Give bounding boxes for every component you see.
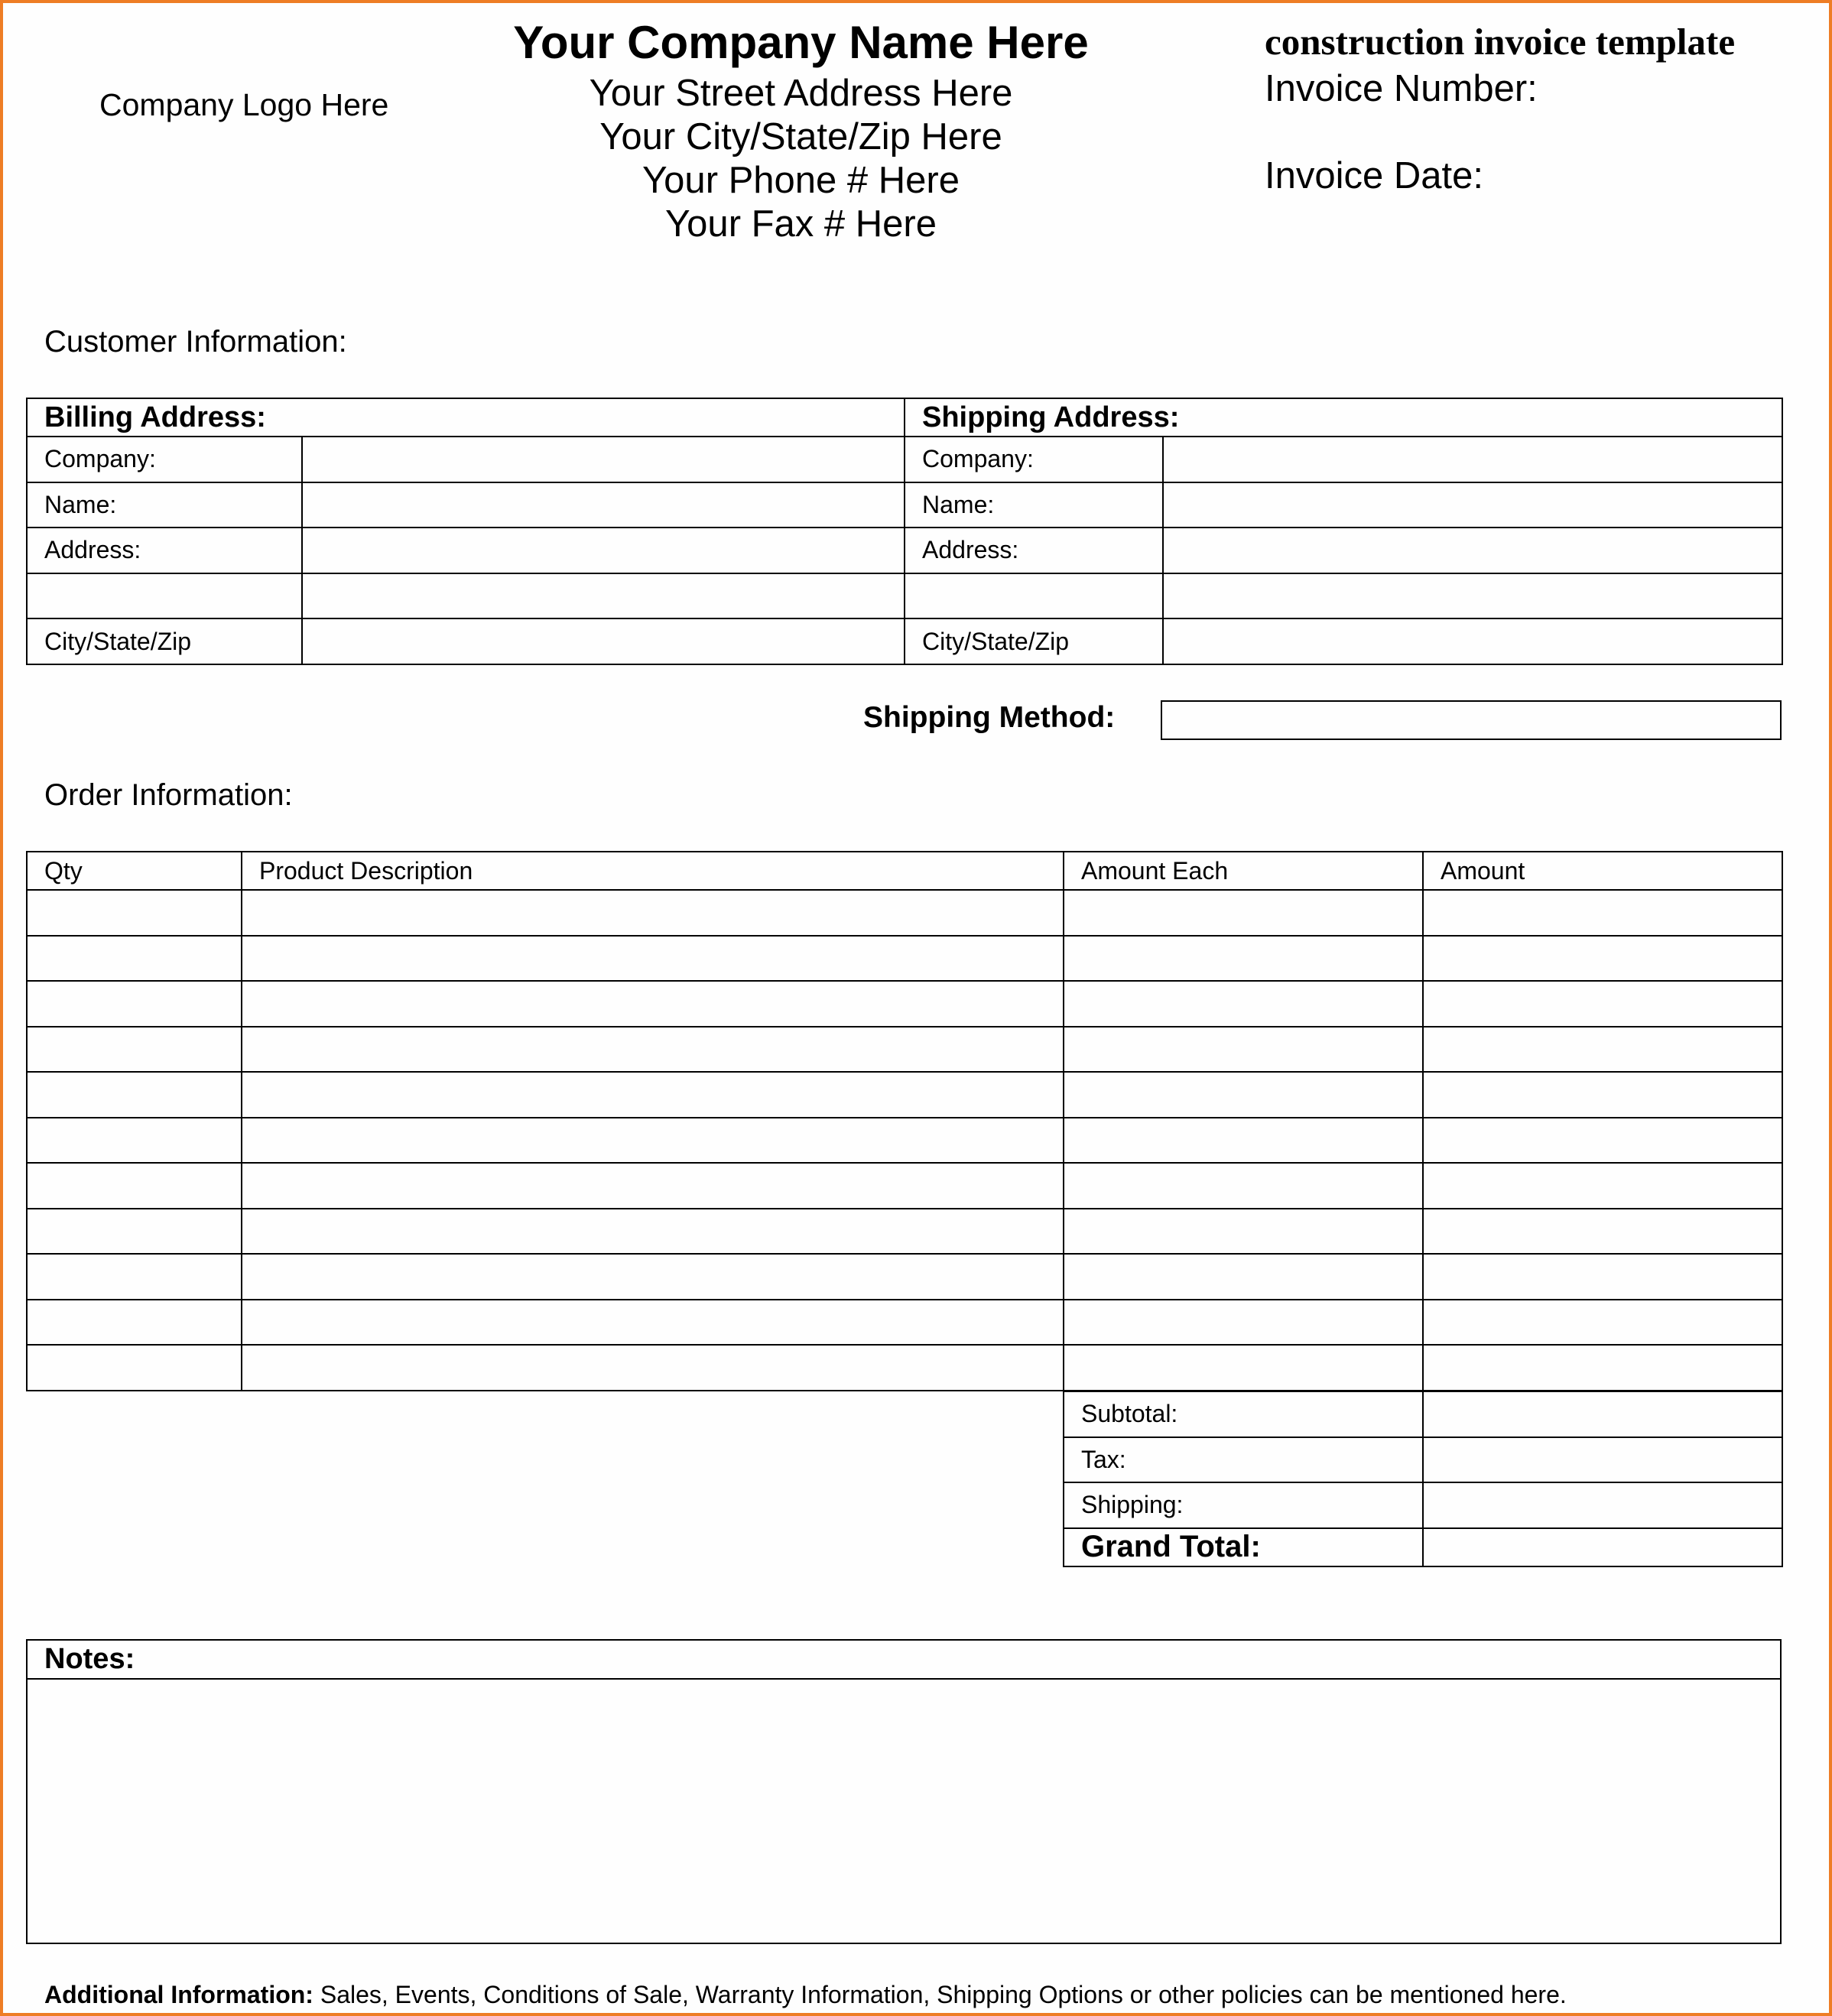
shipping-method-field[interactable] <box>1161 700 1782 740</box>
amount-cell[interactable] <box>1423 890 1782 936</box>
amount-cell[interactable] <box>1423 936 1782 982</box>
amount-cell[interactable] <box>1423 1300 1782 1346</box>
amount-each-cell[interactable] <box>1064 890 1423 936</box>
amount-each-cell[interactable] <box>1064 1300 1423 1346</box>
company-city-state-zip: Your City/State/Zip Here <box>599 116 1002 157</box>
qty-cell[interactable] <box>27 890 242 936</box>
order-row <box>27 1345 1782 1391</box>
shipping-method-label: Shipping Method: <box>863 701 1116 734</box>
qty-cell[interactable] <box>27 1300 242 1346</box>
order-row <box>27 1072 1782 1118</box>
description-cell[interactable] <box>242 1027 1064 1073</box>
shipping-address2-field[interactable] <box>1163 573 1782 619</box>
tax-label: Tax: <box>1064 1437 1423 1483</box>
qty-column-header: Qty <box>27 852 242 890</box>
shipping-address2-label <box>905 573 1163 619</box>
order-row <box>27 1118 1782 1164</box>
shipping-address-field[interactable] <box>1163 528 1782 573</box>
additional-info <box>44 1981 1567 2009</box>
company-fax: Your Fax # Here <box>665 203 937 245</box>
order-rows <box>27 890 1782 1391</box>
shipping-address-label: Address: <box>905 528 1163 573</box>
amount-each-cell[interactable] <box>1064 1209 1423 1255</box>
amount-each-cell[interactable] <box>1064 981 1423 1027</box>
description-cell[interactable] <box>242 1254 1064 1300</box>
company-phone: Your Phone # Here <box>642 160 960 201</box>
amount-each-cell[interactable] <box>1064 1072 1423 1118</box>
qty-cell[interactable] <box>27 1254 242 1300</box>
amount-cell[interactable] <box>1423 1072 1782 1118</box>
description-cell[interactable] <box>242 890 1064 936</box>
order-row <box>27 1027 1782 1073</box>
description-cell[interactable] <box>242 1118 1064 1164</box>
billing-name-field[interactable] <box>302 482 905 528</box>
notes-field[interactable] <box>27 1679 1781 1943</box>
description-cell[interactable] <box>242 1072 1064 1118</box>
notes-box <box>26 1639 1782 1944</box>
billing-address2-label <box>27 573 302 619</box>
totals-table <box>1063 1391 1783 1567</box>
amount-each-cell[interactable] <box>1064 1027 1423 1073</box>
description-cell[interactable] <box>242 1209 1064 1255</box>
description-cell[interactable] <box>242 1300 1064 1346</box>
invoice-number-label: Invoice Number: <box>1265 68 1538 109</box>
shipping-city-field[interactable] <box>1163 618 1782 664</box>
order-row <box>27 936 1782 982</box>
description-cell[interactable] <box>242 981 1064 1027</box>
amount-each-cell[interactable] <box>1064 936 1423 982</box>
qty-cell[interactable] <box>27 1345 242 1391</box>
order-info-label: Order Information: <box>44 778 293 812</box>
order-row <box>27 1300 1782 1346</box>
additional-info-text: Sales, Events, Conditions of Sale, Warranty Information, Shipping Options or other policies can be mentioned here. <box>313 1981 1567 2008</box>
amount-cell[interactable] <box>1423 1118 1782 1164</box>
order-row <box>27 890 1782 936</box>
amount-cell[interactable] <box>1423 1345 1782 1391</box>
shipping-address-header: Shipping Address: <box>905 398 1782 437</box>
amount-cell[interactable] <box>1423 1209 1782 1255</box>
order-row <box>27 981 1782 1027</box>
amount-each-cell[interactable] <box>1064 1254 1423 1300</box>
company-info <box>492 14 1109 246</box>
order-row <box>27 1163 1782 1209</box>
amount-each-column-header: Amount Each <box>1064 852 1423 890</box>
grand-total-field[interactable] <box>1423 1528 1782 1566</box>
billing-address-header: Billing Address: <box>27 398 905 437</box>
description-cell[interactable] <box>242 1163 1064 1209</box>
shipping-name-field[interactable] <box>1163 482 1782 528</box>
amount-cell[interactable] <box>1423 1163 1782 1209</box>
amount-cell[interactable] <box>1423 1254 1782 1300</box>
invoice-date-label: Invoice Date: <box>1265 155 1483 196</box>
amount-each-cell[interactable] <box>1064 1118 1423 1164</box>
additional-info-label: Additional Information: <box>44 1981 313 2008</box>
billing-address2-field[interactable] <box>302 573 905 619</box>
shipping-cost-label: Shipping: <box>1064 1482 1423 1528</box>
qty-cell[interactable] <box>27 1118 242 1164</box>
qty-cell[interactable] <box>27 981 242 1027</box>
order-table <box>26 851 1783 1391</box>
description-column-header: Product Description <box>242 852 1064 890</box>
document-title: construction invoice template <box>1265 21 1736 63</box>
billing-company-label: Company: <box>27 437 302 482</box>
shipping-cost-field[interactable] <box>1423 1482 1782 1528</box>
subtotal-label: Subtotal: <box>1064 1391 1423 1437</box>
subtotal-field[interactable] <box>1423 1391 1782 1437</box>
qty-cell[interactable] <box>27 1027 242 1073</box>
customer-info-label: Customer Information: <box>44 325 347 359</box>
shipping-company-field[interactable] <box>1163 437 1782 482</box>
billing-name-label: Name: <box>27 482 302 528</box>
billing-city-label: City/State/Zip <box>27 618 302 664</box>
qty-cell[interactable] <box>27 1209 242 1255</box>
grand-total-label: Grand Total: <box>1064 1528 1423 1566</box>
company-logo-placeholder: Company Logo Here <box>99 87 389 122</box>
shipping-name-label: Name: <box>905 482 1163 528</box>
order-row <box>27 1254 1782 1300</box>
amount-each-cell[interactable] <box>1064 1163 1423 1209</box>
amount-each-cell[interactable] <box>1064 1345 1423 1391</box>
qty-cell[interactable] <box>27 1163 242 1209</box>
company-name: Your Company Name Here <box>513 17 1089 68</box>
billing-address-label: Address: <box>27 528 302 573</box>
company-street: Your Street Address Here <box>589 73 1013 114</box>
shipping-company-label: Company: <box>905 437 1163 482</box>
customer-address-table <box>26 398 1783 665</box>
notes-label: Notes: <box>27 1640 1781 1679</box>
billing-company-field[interactable] <box>302 437 905 482</box>
billing-address-field[interactable] <box>302 528 905 573</box>
billing-city-field[interactable] <box>302 618 905 664</box>
amount-column-header: Amount <box>1423 852 1782 890</box>
order-row <box>27 1209 1782 1255</box>
amount-cell[interactable] <box>1423 1027 1782 1073</box>
amount-cell[interactable] <box>1423 981 1782 1027</box>
description-cell[interactable] <box>242 1345 1064 1391</box>
tax-field[interactable] <box>1423 1437 1782 1483</box>
qty-cell[interactable] <box>27 936 242 982</box>
shipping-city-label: City/State/Zip <box>905 618 1163 664</box>
qty-cell[interactable] <box>27 1072 242 1118</box>
description-cell[interactable] <box>242 936 1064 982</box>
